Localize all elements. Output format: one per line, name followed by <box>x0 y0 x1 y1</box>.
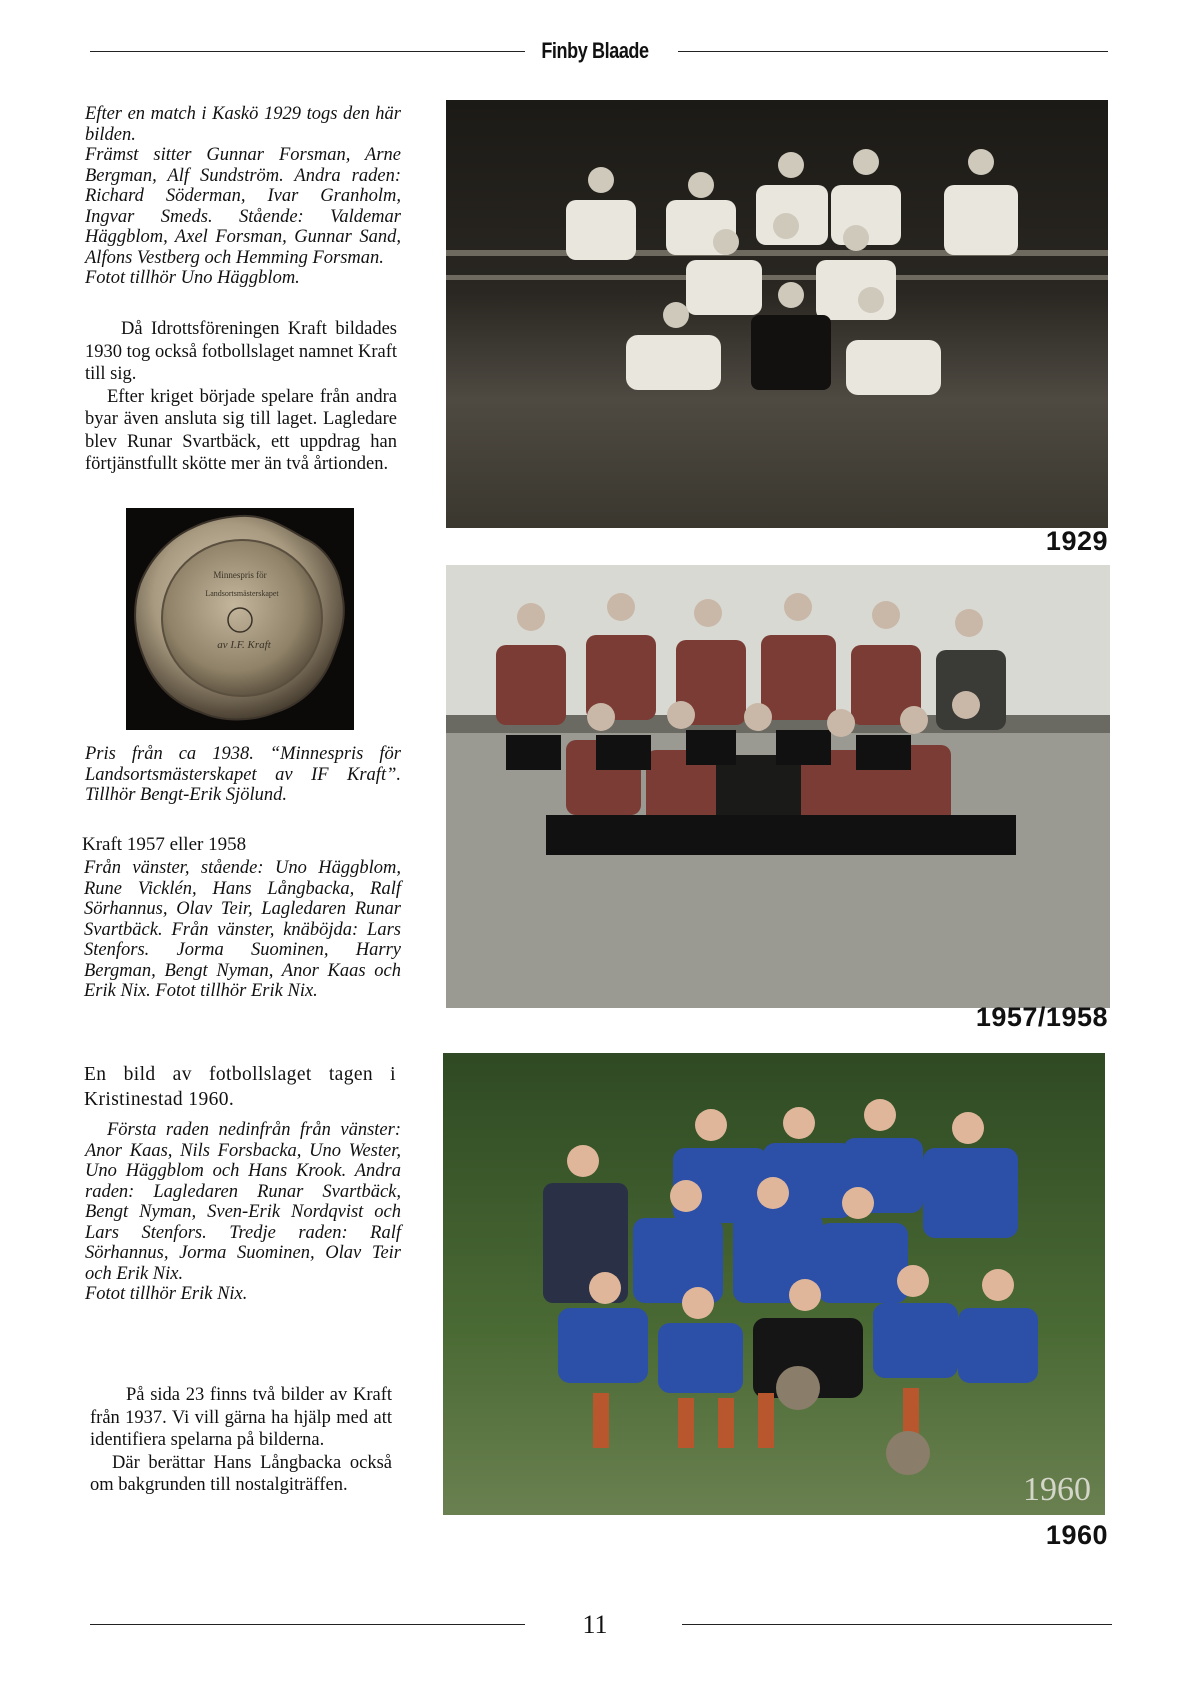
photo-1929-image <box>446 100 1108 528</box>
footer-rule-left <box>90 1624 525 1625</box>
photo-1929-caption-line: Fotot tillhör Uno Häggblom. <box>85 268 300 288</box>
year-label-1929: 1929 <box>1045 526 1108 556</box>
trophy-plate-image <box>126 508 354 730</box>
year-label-1960: 1960 <box>1045 1520 1108 1550</box>
article-paragraph: Efter kriget började spelare från andra byar även ansluta sig till laget. Lagledare blev Runar Svartbäck, ett uppdrag han förtjänstfullt skötte mer än två årtionden. <box>85 386 397 474</box>
photo-1960-credit: Fotot tillhör Erik Nix. <box>85 1284 248 1304</box>
photo-1957-caption: Från vänster, stående: Uno Häggblom, Rune Vicklén, Hans Långbacka, Ralf Sörhannus, Olav Teir, Lagledaren Runar Svartbäck. Från vänster, knäböjda: Lars Stenfors. Jorma Suominen, Harry Bergman, Bengt Nyman, Anor Kaas och Erik Nix. Fotot tillhör Erik Nix. <box>84 858 401 1001</box>
photo-1960 <box>443 1053 1105 1515</box>
article-text <box>85 318 397 476</box>
page-number: 11 <box>582 1610 608 1639</box>
photo-1929 <box>446 100 1108 528</box>
photo-1929-caption <box>85 104 401 289</box>
plate-engraving-line: av I.F. Kraft <box>217 639 271 651</box>
photo-1957-title: Kraft 1957 eller 1958 <box>82 834 247 855</box>
header-rule-left <box>90 51 525 52</box>
trophy-plate-photo <box>126 508 354 730</box>
photo-1929-caption-line: Efter en match i Kaskö 1929 togs den här bilden. <box>85 104 401 145</box>
header-rule-right <box>678 51 1108 52</box>
photo-1929-caption-line: Främst sitter Gunnar Forsman, Arne Bergman, Alf Sundström. Andra raden: Richard Söderman, Ivar Granholm, Ingvar Smeds. Stående: Valdemar Häggblom, Axel Forsman, Gunnar Sand, Alfons Vestberg och Hemming Forsman. <box>85 145 401 268</box>
photo-1960-stamp: 1960 <box>1023 1471 1091 1508</box>
photo-1960-caption <box>85 1120 401 1305</box>
article-paragraph: Då Idrottsföreningen Kraft bildades 1930 tog också fotbollslaget namnet Kraft till sig. <box>85 319 397 384</box>
photo-1960-image <box>443 1053 1105 1515</box>
closing-paragraph: På sida 23 finns två bilder av Kraft från 1937. Vi vill gärna ha hjälp med att identifiera spelarna på bilderna. <box>90 1385 392 1450</box>
publication-title: Finby Blaade <box>541 38 649 63</box>
photo-1960-intro: En bild av fotbollslaget tagen i Kristinestad 1960. <box>84 1064 396 1110</box>
trophy-plate-caption: Pris från ca 1938. “Minnespris för Landsortsmästerskapet av IF Kraft”. Tillhör Bengt-Erik Sjölund. <box>85 744 401 805</box>
photo-1960-caption-text: Första raden nedinfrån från vänster: Anor Kaas, Nils Forsbacka, Uno Wester, Uno Häggblom och Hans Krook. Andra raden: Lagledaren Runar Svartbäck, Bengt Nyman, Sven-Erik Nordqvist och Lars Stenfors. Tredje raden: Ralf Sörhannus, Jorma Suominen, Olav Teir och Erik Nix. <box>85 1120 401 1284</box>
plate-engraving-line: Minnespris för <box>213 570 267 580</box>
footer-rule-right <box>682 1624 1112 1625</box>
plate-engraving-line: Landsortsmästerskapet <box>205 589 279 598</box>
year-label-1957-1958: 1957/1958 <box>975 1002 1108 1032</box>
closing-text <box>90 1384 392 1497</box>
photo-1957 <box>446 565 1110 1008</box>
closing-paragraph: Där berättar Hans Långbacka också om bakgrunden till nostalgiträffen. <box>90 1452 392 1495</box>
photo-1957-image <box>446 565 1110 1008</box>
